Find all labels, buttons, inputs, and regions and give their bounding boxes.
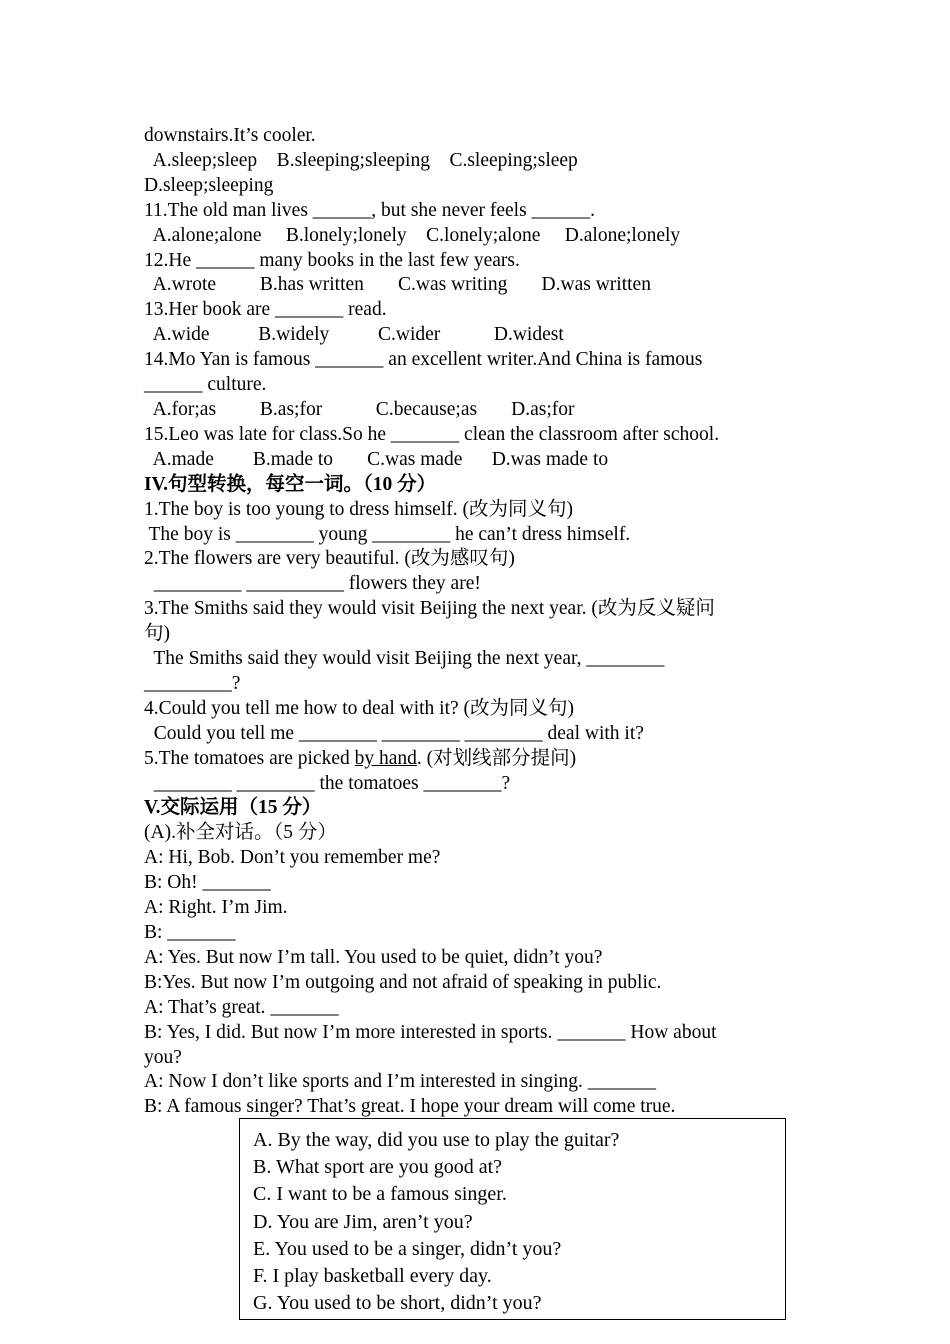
rewrite-question-4: 4.Could you tell me how to deal with it? (改为同义句)	[144, 697, 575, 719]
section-5-heading: V.交际运用（15 分）	[144, 797, 322, 819]
section-5a-heading: (A).补全对话。（5 分）	[144, 822, 337, 844]
rewrite-question-5	[144, 747, 814, 772]
question-12: 12.He ______ many books in the last few years.	[144, 249, 520, 271]
options-line: A.wide B.widely C.wider D.widest	[144, 324, 564, 346]
dialogue-line: B: Yes, I did. But now I’m more interested in sports. _______ How about	[144, 1021, 717, 1043]
options-box	[239, 1118, 786, 1320]
rewrite-answer-5: ________ ________ the tomatoes ________?	[144, 772, 511, 794]
rewrite-answer-1: The boy is ________ young ________ he can’t dress himself.	[144, 523, 631, 545]
option-e: E. You used to be a singer, didn’t you?	[253, 1237, 562, 1260]
option-f: F. I play basketball every day.	[253, 1265, 492, 1288]
rewrite-answer-3: The Smiths said they would visit Beijing the next year, ________	[144, 648, 665, 670]
option-a: A. By the way, did you use to play the guitar?	[253, 1129, 620, 1151]
options-line: A.made B.made to C.was made D.was made to	[144, 448, 609, 470]
options-line: A.for;as B.as;for C.because;as D.as;for	[144, 398, 575, 420]
rewrite-answer-3-cont: _________?	[144, 672, 241, 694]
dialogue-line: B: Oh! _______	[144, 872, 271, 894]
q5-text: 5.The tomatoes are picked	[144, 747, 355, 769]
dialogue-line: A: Now I don’t like sports and I’m interested in singing. _______	[144, 1071, 656, 1093]
question-13: 13.Her book are _______ read.	[144, 299, 387, 321]
question-14-cont: ______ culture.	[144, 374, 267, 396]
option-b: B. What sport are you good at?	[253, 1156, 503, 1179]
rewrite-question-3: 3.The Smiths said they would visit Beijing the next year. (改为反义疑问	[144, 598, 715, 620]
options-line: A.alone;alone B.lonely;lonely C.lonely;alone D.alone;lonely	[144, 224, 681, 246]
worksheet-page	[144, 124, 814, 1120]
options-line: A.wrote B.has written C.was writing D.was written	[144, 274, 651, 296]
rewrite-question-2: 2.The flowers are very beautiful. (改为感叹句)	[144, 548, 515, 570]
rewrite-answer-4: Could you tell me ________ ________ ________ deal with it?	[144, 722, 644, 744]
underlined-phrase: by hand	[354, 747, 417, 769]
dialogue-line: A: Hi, Bob. Don’t you remember me?	[144, 847, 441, 869]
dialogue-line: B: _______	[144, 922, 236, 943]
dialogue-line: B:Yes. But now I’m outgoing and not afraid of speaking in public.	[144, 971, 662, 993]
options-line: A.sleep;sleep B.sleeping;sleeping C.sleeping;sleep	[144, 149, 578, 171]
dialogue-line: A: Yes. But now I’m tall. You used to be quiet, didn’t you?	[144, 946, 603, 968]
text-line: downstairs.It’s cooler.	[144, 125, 316, 146]
rewrite-question-1: 1.The boy is too young to dress himself. (改为同义句)	[144, 498, 573, 520]
rewrite-answer-2: _________ __________ flowers they are!	[144, 573, 481, 595]
options-line: D.sleep;sleeping	[144, 174, 274, 196]
dialogue-line: A: Right. I’m Jim.	[144, 897, 288, 919]
option-d: D. You are Jim, aren’t you?	[253, 1210, 473, 1233]
option-c: C. I want to be a famous singer.	[253, 1183, 507, 1206]
option-g: G. You used to be short, didn’t you?	[253, 1292, 542, 1315]
question-15: 15.Leo was late for class.So he _______ clean the classroom after school.	[144, 423, 720, 445]
q5-instruction: . (对划线部分提问)	[416, 747, 577, 769]
rewrite-question-3-cont: 句)	[144, 623, 170, 645]
dialogue-line: A: That’s great. _______	[144, 996, 339, 1018]
dialogue-line-cont: you?	[144, 1046, 182, 1068]
question-11: 11.The old man lives ______, but she never feels ______.	[144, 199, 595, 221]
dialogue-line: B: A famous singer? That’s great. I hope your dream will come true.	[144, 1096, 676, 1118]
question-14: 14.Mo Yan is famous _______ an excellent writer.And China is famous	[144, 349, 703, 371]
section-4-heading: IV.句型转换，每空一词。（10 分）	[144, 473, 437, 495]
